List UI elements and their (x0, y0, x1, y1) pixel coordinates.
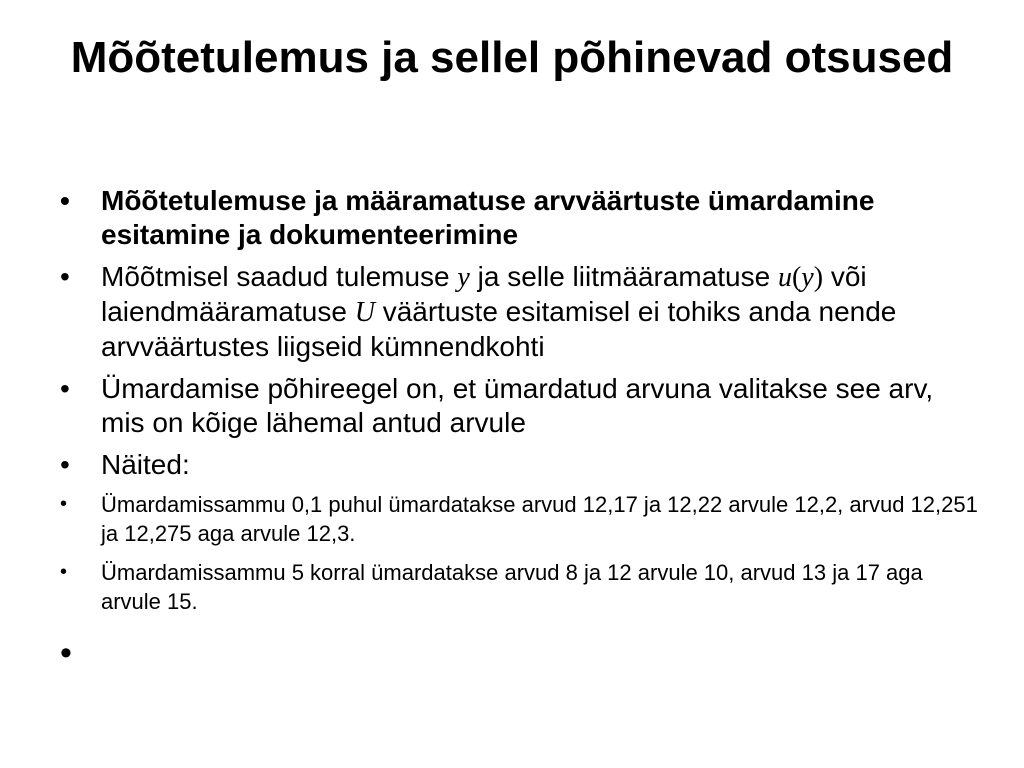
bullet-example-2 (58, 558, 978, 616)
bullet-example-1 (58, 490, 978, 548)
bullet-empty (58, 634, 978, 672)
bullet-measurement-result (58, 260, 978, 364)
symbol-u-of-y (778, 262, 823, 293)
bullet-marker: • (60, 561, 68, 583)
bullet-text-part: või laiendmääramatuse (101, 261, 867, 327)
bullet-marker: • (60, 373, 70, 404)
bullet-text: Ümardamise põhireegel on, et ümardatud arvuna valitakse see arv, mis on kõige lähemal antud arvule (101, 373, 934, 438)
bullet-marker: • (60, 493, 68, 515)
symbol-y: y (457, 262, 470, 293)
symbol-paren-open: ( (791, 262, 802, 293)
bullet-text: Näited: (101, 449, 190, 480)
bullet-text-part: väärtuste esitamisel ei tohiks anda nende arvväärtustes liigseid kümnendkohti (101, 296, 897, 362)
bullet-text: Mõõtetulemuse ja määramatuse arvväärtuste ümardamine esitamine ja dokumenteerimine (101, 185, 875, 250)
bullet-text: Ümardamissammu 5 korral ümardatakse arvud 8 ja 12 arvule 10, arvud 13 ja 17 aga arvule 15. (101, 560, 923, 614)
symbol-U: U (354, 297, 375, 328)
bullet-basic-rule (58, 372, 978, 440)
bullet-text-part: ja selle liitmääramatuse (469, 261, 778, 292)
bullet-examples-heading (58, 448, 978, 482)
bullet-marker: • (60, 634, 72, 672)
slide-title: Mõõtetulemus ja sellel põhinevad otsused (70, 33, 954, 82)
bullet-text: Ümardamissammu 0,1 puhul ümardatakse arvud 12,17 ja 12,22 arvule 12,2, arvud 12,251 ja 12,275 aga arvule 12,3. (101, 492, 978, 546)
bullet-marker: • (60, 185, 70, 216)
bullet-list (58, 184, 978, 672)
bullet-rounding-heading (58, 184, 978, 252)
symbol-u-arg: y (801, 262, 814, 293)
bullet-marker: • (60, 261, 70, 292)
bullet-text-part: Mõõtmisel saadud tulemuse (101, 261, 458, 292)
symbol-u: u (777, 262, 792, 293)
bullet-marker: • (60, 449, 70, 480)
symbol-paren-close: ) (813, 262, 824, 293)
